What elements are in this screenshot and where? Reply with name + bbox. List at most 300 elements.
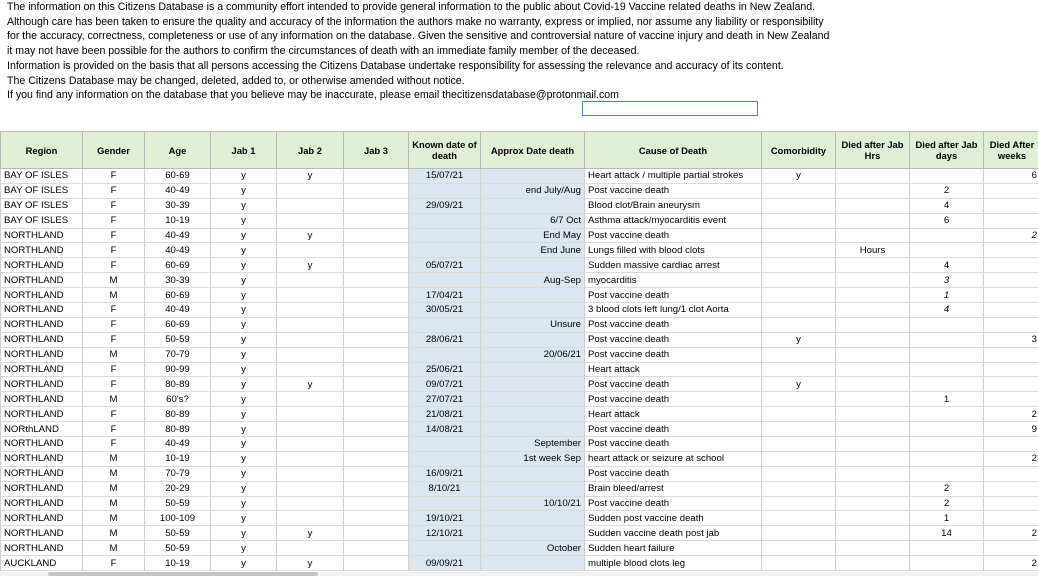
cell-jab3[interactable] xyxy=(344,317,409,332)
cell-weeks[interactable] xyxy=(984,198,1038,213)
cell-jab1[interactable]: y xyxy=(211,288,277,303)
cell-approx-date[interactable] xyxy=(481,288,585,303)
cell-jab3[interactable] xyxy=(344,213,409,228)
cell-gender[interactable]: F xyxy=(83,198,145,213)
cell-comorbidity[interactable] xyxy=(762,496,836,511)
col-header-age[interactable]: Age xyxy=(145,132,211,169)
cell-age[interactable]: 60's? xyxy=(145,392,211,407)
cell-jab1[interactable]: y xyxy=(211,303,277,318)
cell-jab2[interactable] xyxy=(277,303,344,318)
cell-hrs[interactable] xyxy=(836,317,910,332)
cell-jab3[interactable] xyxy=(344,198,409,213)
cell-jab2[interactable] xyxy=(277,466,344,481)
cell-known-date[interactable] xyxy=(409,541,481,556)
cell-days[interactable]: 2 xyxy=(910,496,984,511)
cell-jab1[interactable]: y xyxy=(211,273,277,288)
cell-known-date[interactable] xyxy=(409,228,481,243)
cell-known-date[interactable]: 17/04/21 xyxy=(409,288,481,303)
cell-jab1[interactable]: y xyxy=(211,332,277,347)
col-header-jab1[interactable]: Jab 1 xyxy=(211,132,277,169)
cell-weeks[interactable]: 2 xyxy=(984,556,1038,571)
cell-comorbidity[interactable] xyxy=(762,481,836,496)
cell-region[interactable]: NORTHLAND xyxy=(1,228,83,243)
cell-gender[interactable]: F xyxy=(83,437,145,452)
cell-hrs[interactable] xyxy=(836,392,910,407)
cell-age[interactable]: 100-109 xyxy=(145,511,211,526)
cell-comorbidity[interactable] xyxy=(762,437,836,452)
cell-age[interactable]: 60-69 xyxy=(145,169,211,184)
cell-jab3[interactable] xyxy=(344,511,409,526)
cell-jab2[interactable] xyxy=(277,437,344,452)
cell-jab1[interactable]: y xyxy=(211,198,277,213)
cell-weeks[interactable]: 2 xyxy=(984,526,1038,541)
cell-gender[interactable]: F xyxy=(83,303,145,318)
cell-jab2[interactable] xyxy=(277,422,344,437)
cell-gender[interactable]: M xyxy=(83,273,145,288)
cell-days[interactable]: 1 xyxy=(910,511,984,526)
cell-region[interactable]: BAY OF ISLES xyxy=(1,213,83,228)
col-header-hrs[interactable]: Died after Jab Hrs xyxy=(836,132,910,169)
cell-jab1[interactable]: y xyxy=(211,317,277,332)
cell-cause[interactable]: Post vaccine death xyxy=(585,183,762,198)
cell-comorbidity[interactable] xyxy=(762,213,836,228)
cell-jab1[interactable]: y xyxy=(211,258,277,273)
col-header-region[interactable]: Region xyxy=(1,132,83,169)
cell-region[interactable]: NORTHLAND xyxy=(1,466,83,481)
col-header-days[interactable]: Died after Jab days xyxy=(910,132,984,169)
cell-comorbidity[interactable] xyxy=(762,317,836,332)
selected-cell[interactable] xyxy=(582,101,758,116)
cell-jab3[interactable] xyxy=(344,347,409,362)
cell-region[interactable]: BAY OF ISLES xyxy=(1,169,83,184)
cell-jab1[interactable]: y xyxy=(211,496,277,511)
cell-region[interactable]: NORTHLAND xyxy=(1,451,83,466)
cell-jab3[interactable] xyxy=(344,526,409,541)
cell-cause[interactable]: Post vaccine death xyxy=(585,228,762,243)
cell-approx-date[interactable]: Unsure xyxy=(481,317,585,332)
cell-region[interactable]: NORTHLAND xyxy=(1,332,83,347)
cell-jab2[interactable] xyxy=(277,362,344,377)
cell-comorbidity[interactable] xyxy=(762,347,836,362)
cell-age[interactable]: 10-19 xyxy=(145,451,211,466)
cell-weeks[interactable] xyxy=(984,392,1038,407)
cell-jab3[interactable] xyxy=(344,437,409,452)
cell-gender[interactable]: F xyxy=(83,407,145,422)
cell-weeks[interactable] xyxy=(984,541,1038,556)
cell-jab1[interactable]: y xyxy=(211,437,277,452)
cell-weeks[interactable] xyxy=(984,273,1038,288)
cell-weeks[interactable] xyxy=(984,481,1038,496)
cell-gender[interactable]: M xyxy=(83,466,145,481)
cell-hrs[interactable] xyxy=(836,541,910,556)
col-header-approx-date[interactable]: Approx Date death xyxy=(481,132,585,169)
cell-jab1[interactable]: y xyxy=(211,451,277,466)
cell-hrs[interactable] xyxy=(836,437,910,452)
cell-region[interactable]: NORTHLAND xyxy=(1,526,83,541)
cell-comorbidity[interactable] xyxy=(762,243,836,258)
cell-jab2[interactable] xyxy=(277,481,344,496)
cell-approx-date[interactable] xyxy=(481,481,585,496)
cell-cause[interactable]: Post vaccine death xyxy=(585,347,762,362)
cell-days[interactable] xyxy=(910,362,984,377)
cell-approx-date[interactable] xyxy=(481,466,585,481)
cell-approx-date[interactable]: September xyxy=(481,437,585,452)
cell-approx-date[interactable] xyxy=(481,332,585,347)
cell-age[interactable]: 70-79 xyxy=(145,347,211,362)
cell-approx-date[interactable] xyxy=(481,362,585,377)
cell-comorbidity[interactable] xyxy=(762,183,836,198)
cell-jab1[interactable]: y xyxy=(211,481,277,496)
cell-weeks[interactable] xyxy=(984,183,1038,198)
cell-age[interactable]: 50-59 xyxy=(145,496,211,511)
cell-region[interactable]: NORTHLAND xyxy=(1,377,83,392)
cell-comorbidity[interactable] xyxy=(762,556,836,571)
cell-days[interactable]: 2 xyxy=(910,481,984,496)
cell-jab2[interactable] xyxy=(277,273,344,288)
cell-jab3[interactable] xyxy=(344,303,409,318)
cell-region[interactable]: NORTHLAND xyxy=(1,437,83,452)
cell-region[interactable]: NORTHLAND xyxy=(1,362,83,377)
cell-jab3[interactable] xyxy=(344,377,409,392)
cell-gender[interactable]: F xyxy=(83,332,145,347)
cell-comorbidity[interactable] xyxy=(762,198,836,213)
cell-comorbidity[interactable] xyxy=(762,526,836,541)
cell-region[interactable]: NORthLAND xyxy=(1,422,83,437)
cell-cause[interactable]: multiple blood clots leg xyxy=(585,556,762,571)
cell-region[interactable]: NORTHLAND xyxy=(1,303,83,318)
cell-known-date[interactable] xyxy=(409,273,481,288)
cell-jab2[interactable]: y xyxy=(277,258,344,273)
cell-approx-date[interactable]: end July/Aug xyxy=(481,183,585,198)
cell-jab3[interactable] xyxy=(344,243,409,258)
cell-cause[interactable]: myocarditis xyxy=(585,273,762,288)
cell-jab3[interactable] xyxy=(344,556,409,571)
cell-approx-date[interactable] xyxy=(481,511,585,526)
cell-weeks[interactable] xyxy=(984,466,1038,481)
cell-weeks[interactable]: 3 xyxy=(984,332,1038,347)
cell-comorbidity[interactable] xyxy=(762,451,836,466)
cell-days[interactable] xyxy=(910,556,984,571)
cell-jab1[interactable]: y xyxy=(211,377,277,392)
cell-weeks[interactable] xyxy=(984,243,1038,258)
cell-region[interactable]: NORTHLAND xyxy=(1,288,83,303)
col-header-gender[interactable]: Gender xyxy=(83,132,145,169)
cell-known-date[interactable] xyxy=(409,243,481,258)
cell-region[interactable]: NORTHLAND xyxy=(1,392,83,407)
cell-approx-date[interactable]: Aug-Sep xyxy=(481,273,585,288)
cell-region[interactable]: NORTHLAND xyxy=(1,481,83,496)
cell-age[interactable]: 80-89 xyxy=(145,377,211,392)
cell-cause[interactable]: Lungs filled with blood clots xyxy=(585,243,762,258)
cell-approx-date[interactable]: 6/7 Oct xyxy=(481,213,585,228)
cell-days[interactable] xyxy=(910,541,984,556)
cell-approx-date[interactable] xyxy=(481,422,585,437)
cell-known-date[interactable]: 30/05/21 xyxy=(409,303,481,318)
cell-age[interactable]: 50-59 xyxy=(145,332,211,347)
cell-comorbidity[interactable] xyxy=(762,541,836,556)
cell-gender[interactable]: F xyxy=(83,556,145,571)
cell-hrs[interactable] xyxy=(836,422,910,437)
cell-gender[interactable]: F xyxy=(83,317,145,332)
cell-approx-date[interactable] xyxy=(481,556,585,571)
cell-jab2[interactable] xyxy=(277,198,344,213)
cell-age[interactable]: 60-69 xyxy=(145,258,211,273)
cell-known-date[interactable]: 14/08/21 xyxy=(409,422,481,437)
cell-known-date[interactable]: 25/06/21 xyxy=(409,362,481,377)
cell-region[interactable]: BAY OF ISLES xyxy=(1,198,83,213)
cell-known-date[interactable] xyxy=(409,496,481,511)
cell-age[interactable]: 50-59 xyxy=(145,526,211,541)
cell-hrs[interactable] xyxy=(836,556,910,571)
cell-weeks[interactable]: 2 xyxy=(984,407,1038,422)
cell-weeks[interactable] xyxy=(984,511,1038,526)
cell-region[interactable]: AUCKLAND xyxy=(1,556,83,571)
cell-known-date[interactable]: 05/07/21 xyxy=(409,258,481,273)
cell-known-date[interactable] xyxy=(409,451,481,466)
cell-jab2[interactable] xyxy=(277,183,344,198)
cell-age[interactable]: 30-39 xyxy=(145,273,211,288)
cell-cause[interactable]: Sudden post vaccine death xyxy=(585,511,762,526)
cell-hrs[interactable] xyxy=(836,377,910,392)
cell-weeks[interactable] xyxy=(984,347,1038,362)
cell-comorbidity[interactable]: y xyxy=(762,332,836,347)
cell-jab2[interactable]: y xyxy=(277,526,344,541)
cell-hrs[interactable] xyxy=(836,511,910,526)
cell-days[interactable]: 1 xyxy=(910,288,984,303)
cell-days[interactable] xyxy=(910,437,984,452)
cell-jab2[interactable] xyxy=(277,317,344,332)
cell-hrs[interactable] xyxy=(836,198,910,213)
cell-cause[interactable]: Heart attack xyxy=(585,362,762,377)
cell-days[interactable] xyxy=(910,228,984,243)
cell-hrs[interactable] xyxy=(836,332,910,347)
cell-jab3[interactable] xyxy=(344,169,409,184)
cell-cause[interactable]: Sudden massive cardiac arrest xyxy=(585,258,762,273)
cell-age[interactable]: 40-49 xyxy=(145,303,211,318)
col-header-comorbidity[interactable]: Comorbidity xyxy=(762,132,836,169)
cell-gender[interactable]: M xyxy=(83,392,145,407)
cell-age[interactable]: 40-49 xyxy=(145,243,211,258)
cell-approx-date[interactable]: End May xyxy=(481,228,585,243)
cell-jab2[interactable]: y xyxy=(277,377,344,392)
cell-jab1[interactable]: y xyxy=(211,466,277,481)
cell-comorbidity[interactable] xyxy=(762,392,836,407)
cell-region[interactable]: NORTHLAND xyxy=(1,258,83,273)
cell-jab2[interactable] xyxy=(277,451,344,466)
cell-known-date[interactable]: 21/08/21 xyxy=(409,407,481,422)
cell-jab3[interactable] xyxy=(344,228,409,243)
cell-hrs[interactable] xyxy=(836,466,910,481)
cell-cause[interactable]: Post vaccine death xyxy=(585,392,762,407)
cell-region[interactable]: BAY OF ISLES xyxy=(1,183,83,198)
cell-jab1[interactable]: y xyxy=(211,183,277,198)
cell-age[interactable]: 20-29 xyxy=(145,481,211,496)
cell-known-date[interactable]: 12/10/21 xyxy=(409,526,481,541)
cell-comorbidity[interactable] xyxy=(762,362,836,377)
cell-cause[interactable]: Post vaccine death xyxy=(585,496,762,511)
cell-days[interactable] xyxy=(910,422,984,437)
cell-known-date[interactable] xyxy=(409,213,481,228)
horizontal-scrollbar[interactable] xyxy=(0,572,1038,576)
cell-weeks[interactable] xyxy=(984,288,1038,303)
cell-known-date[interactable]: 19/10/21 xyxy=(409,511,481,526)
cell-jab2[interactable] xyxy=(277,332,344,347)
cell-jab3[interactable] xyxy=(344,332,409,347)
cell-jab3[interactable] xyxy=(344,451,409,466)
cell-age[interactable]: 90-99 xyxy=(145,362,211,377)
cell-weeks[interactable]: 2 xyxy=(984,451,1038,466)
cell-cause[interactable]: heart attack or seizure at school xyxy=(585,451,762,466)
cell-weeks[interactable] xyxy=(984,362,1038,377)
cell-cause[interactable]: Heart attack xyxy=(585,407,762,422)
cell-weeks[interactable] xyxy=(984,303,1038,318)
cell-weeks[interactable] xyxy=(984,377,1038,392)
cell-hrs[interactable] xyxy=(836,526,910,541)
cell-hrs[interactable] xyxy=(836,258,910,273)
cell-jab2[interactable]: y xyxy=(277,169,344,184)
cell-hrs[interactable] xyxy=(836,273,910,288)
cell-age[interactable]: 60-69 xyxy=(145,288,211,303)
cell-jab1[interactable]: y xyxy=(211,541,277,556)
cell-hrs[interactable] xyxy=(836,407,910,422)
cell-gender[interactable]: M xyxy=(83,526,145,541)
cell-jab2[interactable] xyxy=(277,347,344,362)
cell-known-date[interactable]: 29/09/21 xyxy=(409,198,481,213)
cell-cause[interactable]: Post vaccine death xyxy=(585,332,762,347)
cell-known-date[interactable]: 27/07/21 xyxy=(409,392,481,407)
cell-age[interactable]: 80-89 xyxy=(145,422,211,437)
cell-region[interactable]: NORTHLAND xyxy=(1,541,83,556)
cell-jab3[interactable] xyxy=(344,258,409,273)
cell-comorbidity[interactable] xyxy=(762,407,836,422)
cell-days[interactable]: 4 xyxy=(910,198,984,213)
cell-jab1[interactable]: y xyxy=(211,422,277,437)
cell-approx-date[interactable] xyxy=(481,258,585,273)
cell-gender[interactable]: M xyxy=(83,288,145,303)
cell-jab2[interactable] xyxy=(277,407,344,422)
cell-days[interactable] xyxy=(910,407,984,422)
cell-days[interactable] xyxy=(910,332,984,347)
cell-gender[interactable]: M xyxy=(83,451,145,466)
cell-gender[interactable]: F xyxy=(83,243,145,258)
cell-jab1[interactable]: y xyxy=(211,228,277,243)
cell-cause[interactable]: Asthma attack/myocarditis event xyxy=(585,213,762,228)
cell-approx-date[interactable] xyxy=(481,198,585,213)
cell-hrs[interactable] xyxy=(836,183,910,198)
cell-known-date[interactable] xyxy=(409,317,481,332)
cell-days[interactable]: 1 xyxy=(910,392,984,407)
cell-comorbidity[interactable] xyxy=(762,466,836,481)
cell-jab1[interactable]: y xyxy=(211,407,277,422)
cell-cause[interactable]: Blood clot/Brain aneurysm xyxy=(585,198,762,213)
cell-jab1[interactable]: y xyxy=(211,362,277,377)
cell-days[interactable]: 4 xyxy=(910,303,984,318)
cell-jab3[interactable] xyxy=(344,362,409,377)
cell-comorbidity[interactable] xyxy=(762,422,836,437)
cell-jab1[interactable]: y xyxy=(211,526,277,541)
cell-comorbidity[interactable] xyxy=(762,511,836,526)
cell-comorbidity[interactable] xyxy=(762,228,836,243)
cell-cause[interactable]: Post vaccine death xyxy=(585,377,762,392)
cell-cause[interactable]: Heart attack / multiple partial strokes xyxy=(585,169,762,184)
cell-gender[interactable]: M xyxy=(83,347,145,362)
cell-jab2[interactable] xyxy=(277,541,344,556)
cell-age[interactable]: 50-59 xyxy=(145,541,211,556)
cell-age[interactable]: 80-89 xyxy=(145,407,211,422)
cell-known-date[interactable]: 8/10/21 xyxy=(409,481,481,496)
cell-jab1[interactable]: y xyxy=(211,556,277,571)
cell-known-date[interactable]: 09/09/21 xyxy=(409,556,481,571)
cell-cause[interactable]: Post vaccine death xyxy=(585,437,762,452)
cell-cause[interactable]: Post vaccine death xyxy=(585,422,762,437)
cell-hrs[interactable] xyxy=(836,347,910,362)
cell-gender[interactable]: F xyxy=(83,422,145,437)
cell-age[interactable]: 10-19 xyxy=(145,556,211,571)
cell-gender[interactable]: F xyxy=(83,258,145,273)
cell-gender[interactable]: F xyxy=(83,362,145,377)
cell-gender[interactable]: F xyxy=(83,377,145,392)
cell-jab2[interactable]: y xyxy=(277,556,344,571)
cell-gender[interactable]: F xyxy=(83,183,145,198)
cell-jab3[interactable] xyxy=(344,496,409,511)
cell-hrs[interactable] xyxy=(836,169,910,184)
cell-jab2[interactable] xyxy=(277,496,344,511)
cell-approx-date[interactable]: 1st week Sep xyxy=(481,451,585,466)
cell-cause[interactable]: Sudden vaccine death post jab xyxy=(585,526,762,541)
cell-weeks[interactable]: 6 xyxy=(984,169,1038,184)
cell-jab3[interactable] xyxy=(344,273,409,288)
cell-approx-date[interactable] xyxy=(481,169,585,184)
cell-jab1[interactable]: y xyxy=(211,392,277,407)
cell-age[interactable]: 70-79 xyxy=(145,466,211,481)
cell-gender[interactable]: M xyxy=(83,481,145,496)
cell-hrs[interactable] xyxy=(836,303,910,318)
cell-known-date[interactable]: 09/07/21 xyxy=(409,377,481,392)
cell-jab3[interactable] xyxy=(344,422,409,437)
cell-region[interactable]: NORTHLAND xyxy=(1,511,83,526)
cell-jab3[interactable] xyxy=(344,392,409,407)
cell-jab2[interactable] xyxy=(277,243,344,258)
cell-age[interactable]: 40-49 xyxy=(145,228,211,243)
cell-comorbidity[interactable]: y xyxy=(762,377,836,392)
cell-known-date[interactable] xyxy=(409,347,481,362)
cell-hrs[interactable] xyxy=(836,288,910,303)
cell-weeks[interactable] xyxy=(984,437,1038,452)
cell-jab1[interactable]: y xyxy=(211,213,277,228)
cell-region[interactable]: NORTHLAND xyxy=(1,273,83,288)
cell-weeks[interactable] xyxy=(984,213,1038,228)
cell-days[interactable] xyxy=(910,347,984,362)
cell-cause[interactable]: Post vaccine death xyxy=(585,466,762,481)
cell-jab2[interactable] xyxy=(277,288,344,303)
cell-days[interactable]: 4 xyxy=(910,258,984,273)
cell-jab2[interactable]: y xyxy=(277,228,344,243)
cell-age[interactable]: 60-69 xyxy=(145,317,211,332)
cell-weeks[interactable]: 9 xyxy=(984,422,1038,437)
cell-cause[interactable]: Post vaccine death xyxy=(585,317,762,332)
cell-gender[interactable]: M xyxy=(83,541,145,556)
cell-jab1[interactable]: y xyxy=(211,347,277,362)
cell-region[interactable]: NORTHLAND xyxy=(1,243,83,258)
cell-hrs[interactable] xyxy=(836,496,910,511)
col-header-weeks[interactable]: Died After weeks xyxy=(984,132,1038,169)
cell-comorbidity[interactable] xyxy=(762,303,836,318)
cell-cause[interactable]: Sudden heart failure xyxy=(585,541,762,556)
cell-known-date[interactable] xyxy=(409,183,481,198)
cell-known-date[interactable]: 15/07/21 xyxy=(409,169,481,184)
cell-age[interactable]: 10-19 xyxy=(145,213,211,228)
cell-approx-date[interactable] xyxy=(481,377,585,392)
